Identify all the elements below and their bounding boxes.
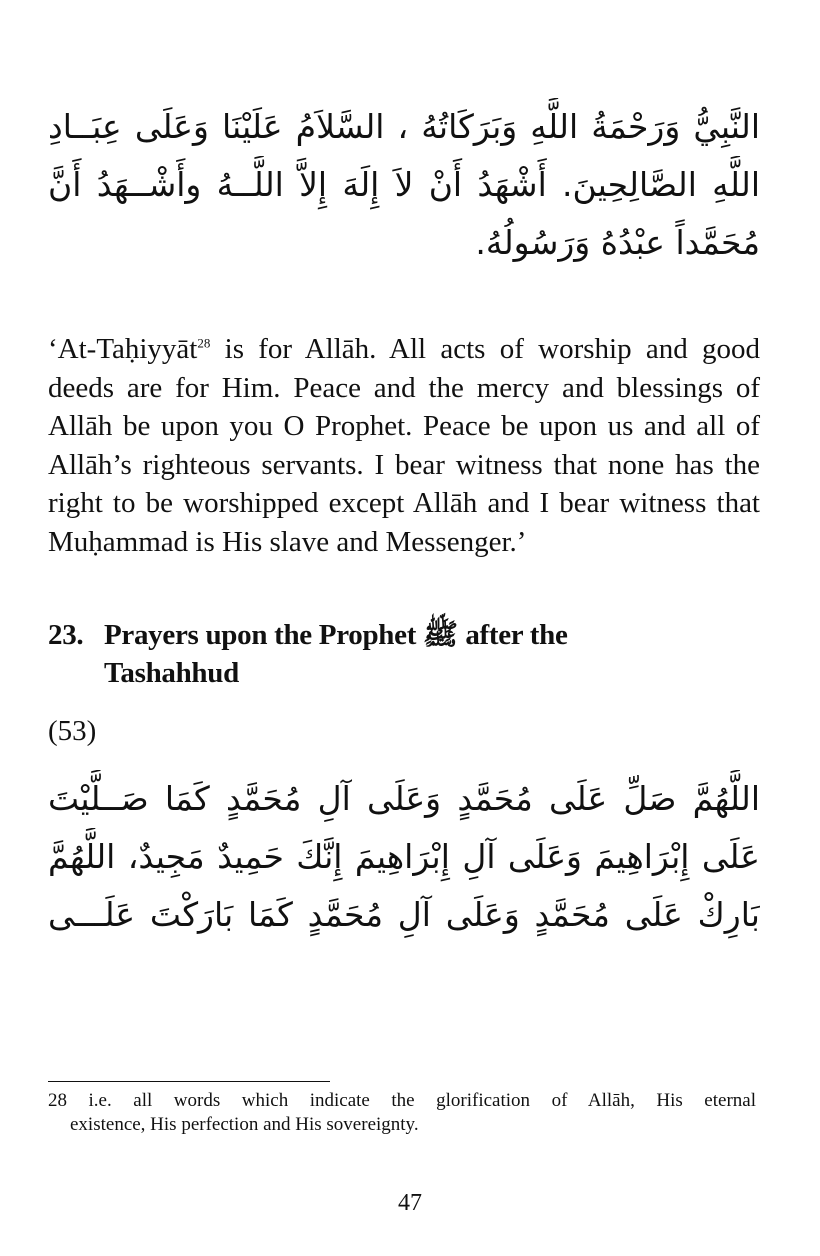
arabic-text-salawat [48,770,760,944]
footnote-line1: 28 i.e. all words which indicate the glorification of Allāh, His eternal [48,1090,756,1111]
section-title-line1: Prayers upon the Prophet ﷺ after the [104,619,568,651]
page-number: 47 [398,1190,422,1216]
footnote [48,1089,756,1137]
footnote-line2: existence, His perfection and His sovereignty. [70,1114,419,1135]
arabic-line: عَلَى إِبْرَاهِيمَ وَعَلَى آلِ إِبْرَاهِيمَ إِنَّكَ حَمِيدٌ مَجِيدٌ، اللَّهُمَّ [48,837,760,876]
arabic-line: اللَّهُمَّ صَلِّ عَلَى مُحَمَّدٍ وَعَلَى آلِ مُحَمَّدٍ كَمَا صَــلَّيْتَ [48,779,760,818]
arabic-line: اللَّهِ الصَّالِحِينَ. أَشْهَدُ أَنْ لاَ إِلَهَ إِلاَّ اللَّــهُ وأَشْــهَدُ أَنَّ [48,165,760,204]
footnote-reference[interactable]: 28 [197,335,211,351]
section-heading [48,616,760,692]
english-translation-paragraph [48,330,760,561]
arabic-line: النَّبِيُّ وَرَحْمَةُ اللَّهِ وَبَرَكَاتُهُ ، السَّلاَمُ عَلَيْنَا وَعَلَى عِبَــادِ [48,107,760,146]
translation-body: is for Allāh. All acts of worship and good deeds are for Him. Peace and the mercy and blessings of Allāh be upon you O Prophet. Peace be upon us and all of Allāh’s righteous servants. I bear witness that none has the right to be worshipped except Allāh and I bear witness that Muḥammad is His slave and Messenger.’ [48,333,760,558]
arabic-line: مُحَمَّداً عبْدُهُ وَرَسُولُهُ. [475,223,760,262]
arabic-text-tashahhud [48,98,760,272]
dua-reference-number: (53) [48,715,97,747]
translation-lead: ‘At-Taḥiyyāt [48,333,198,365]
footnote-divider [48,1081,330,1082]
section-title-line2: Tashahhud [104,657,239,689]
arabic-line: بَارِكْ عَلَى مُحَمَّدٍ وَعَلَى آلِ مُحَمَّدٍ كَمَا بَارَكْتَ عَلَـــى [48,895,760,934]
section-number: 23. [48,619,84,651]
